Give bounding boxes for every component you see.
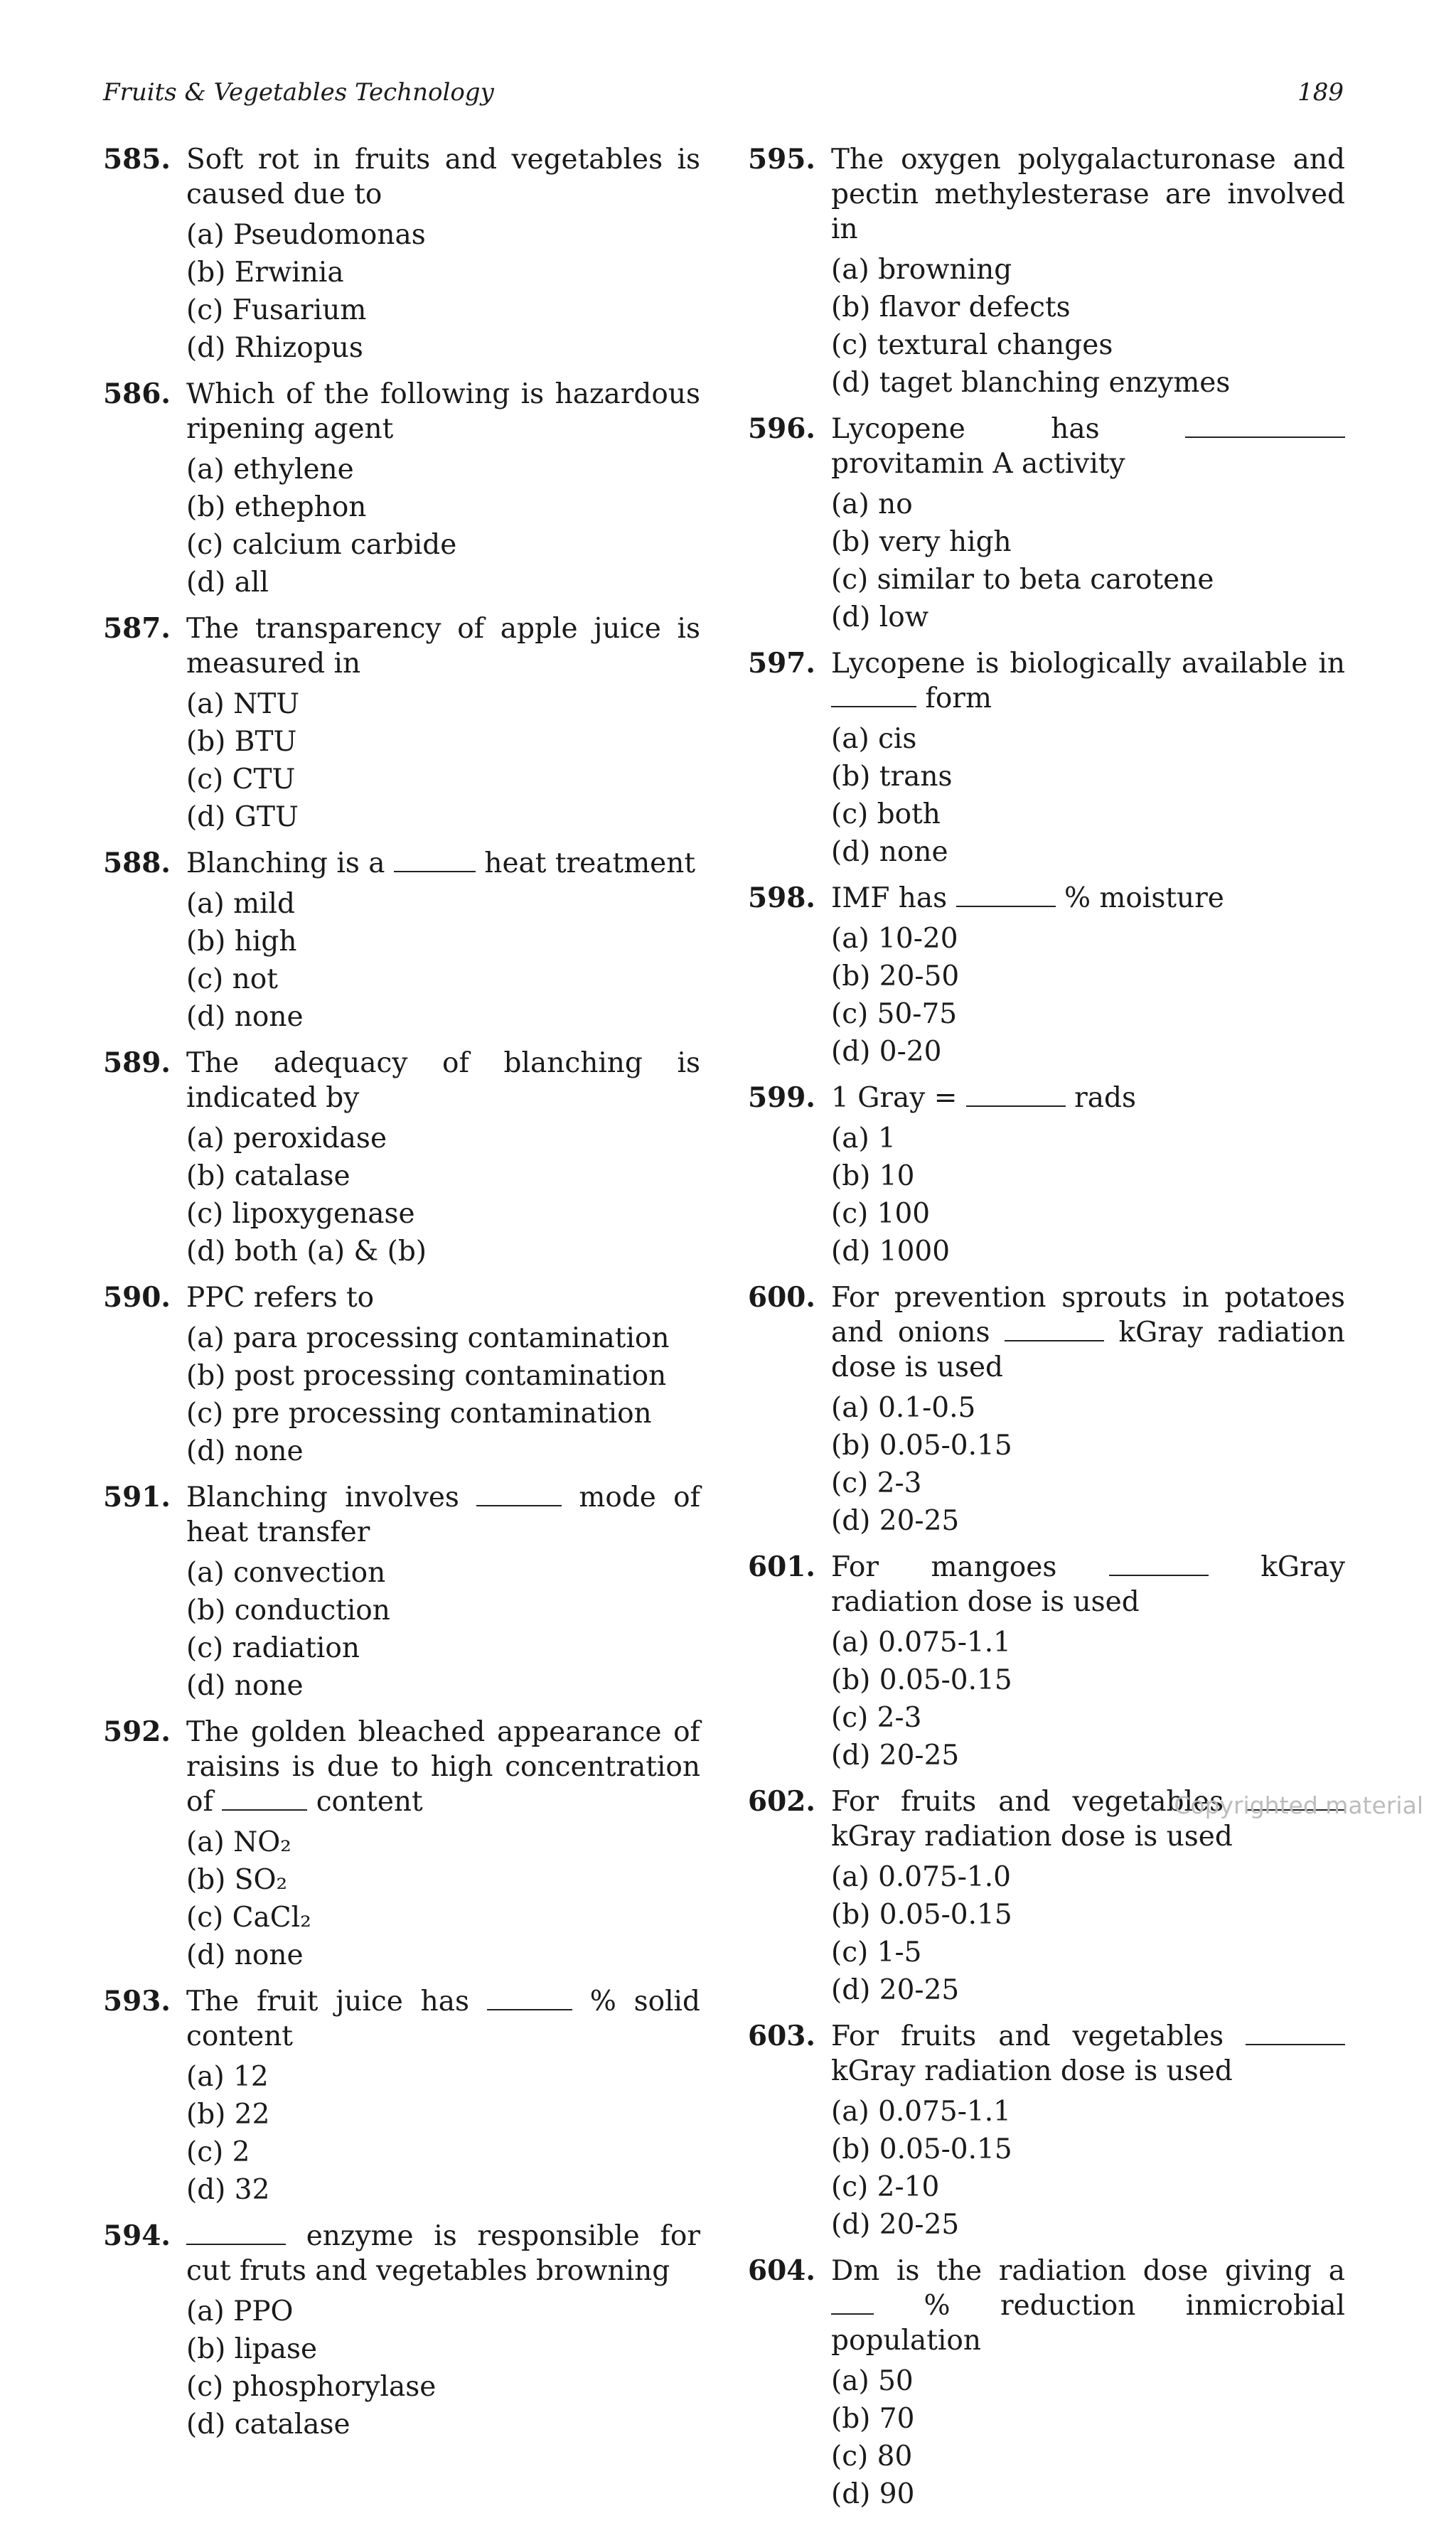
options bbox=[831, 920, 1345, 1071]
option: (a) 0.075-1.0 bbox=[831, 1861, 1011, 1893]
question-text: kGray radiation dose is used bbox=[831, 1317, 1345, 1383]
answer-blank bbox=[1185, 412, 1345, 438]
question-number: 598. bbox=[748, 882, 815, 914]
question-text: The fruit juice has bbox=[186, 1986, 487, 2018]
question bbox=[748, 142, 1345, 402]
option: (d) low bbox=[831, 601, 929, 633]
question-number: 588. bbox=[103, 847, 171, 879]
question-text: For prevention sprouts in potatoes and onions bbox=[831, 1282, 1345, 1349]
options bbox=[831, 720, 1345, 871]
question-stem bbox=[831, 1280, 1345, 1385]
question-text: For mangoes bbox=[831, 1551, 1109, 1583]
options bbox=[831, 251, 1345, 402]
question-text: The oxygen polygalacturonase and pectin methylesterase are involved in bbox=[831, 144, 1345, 245]
option: (c) CTU bbox=[186, 764, 296, 796]
question-number: 594. bbox=[103, 2219, 171, 2252]
option: (b) catalase bbox=[186, 1160, 350, 1192]
option: (a) Pseudomonas bbox=[186, 219, 426, 251]
option: (b) conduction bbox=[186, 1595, 390, 1627]
answer-blank bbox=[186, 2219, 286, 2245]
option: (b) 70 bbox=[831, 2403, 915, 2435]
answer-blank bbox=[1005, 1316, 1104, 1341]
option: (c) lipoxygenase bbox=[186, 1198, 415, 1230]
option: (d) Rhizopus bbox=[186, 332, 363, 364]
question-text: Lycopene has bbox=[831, 413, 1185, 445]
question-text: Soft rot in fruits and vegetables is caused due to bbox=[186, 144, 700, 210]
option: (b) trans bbox=[831, 761, 953, 793]
question-stem bbox=[831, 2019, 1345, 2089]
question bbox=[748, 412, 1345, 636]
question-stem bbox=[831, 1550, 1345, 1619]
question-text: PPC refers to bbox=[186, 1282, 375, 1314]
question bbox=[103, 1984, 700, 2209]
question-text: rads bbox=[1065, 1082, 1137, 1114]
option: (a) 0.075-1.1 bbox=[831, 1627, 1011, 1659]
options bbox=[186, 685, 700, 836]
question-number: 592. bbox=[103, 1715, 171, 1748]
option: (b) ethephon bbox=[186, 491, 367, 523]
question-number: 595. bbox=[748, 143, 815, 176]
option: (a) browning bbox=[831, 254, 1012, 286]
option: (b) Erwinia bbox=[186, 257, 344, 289]
option: (a) para processing contamination bbox=[186, 1322, 670, 1354]
question-text: kGray radiation dose is used bbox=[831, 1821, 1233, 1853]
question bbox=[103, 846, 700, 1036]
option: (d) none bbox=[831, 836, 948, 868]
question-number: 593. bbox=[103, 1985, 171, 2018]
option: (b) very high bbox=[831, 526, 1012, 558]
options bbox=[186, 1554, 700, 1705]
options bbox=[831, 2093, 1345, 2244]
question-text: Lycopene is biologically available in bbox=[831, 648, 1345, 680]
option: (b) lipase bbox=[186, 2333, 318, 2365]
answer-blank bbox=[831, 2289, 874, 2315]
option: (c) textural changes bbox=[831, 329, 1113, 361]
option: (c) 1-5 bbox=[831, 1937, 922, 1968]
option: (a) NTU bbox=[186, 688, 300, 720]
option: (d) catalase bbox=[186, 2409, 350, 2441]
question-text: content bbox=[307, 1786, 423, 1818]
option: (d) none bbox=[186, 1435, 304, 1467]
option: (c) 100 bbox=[831, 1198, 931, 1230]
option: (a) 50 bbox=[831, 2365, 914, 2397]
question-stem bbox=[186, 846, 700, 881]
answer-blank bbox=[222, 1785, 307, 1811]
option: (b) 0.05-0.15 bbox=[831, 1664, 1012, 1696]
question-text: provitamin A activity bbox=[831, 448, 1125, 480]
question-stem bbox=[186, 1046, 700, 1115]
option: (a) PPO bbox=[186, 2296, 294, 2328]
question-stem bbox=[831, 1081, 1345, 1115]
question bbox=[103, 377, 700, 601]
question-stem bbox=[186, 377, 700, 446]
question-stem bbox=[831, 2254, 1345, 2358]
options bbox=[831, 486, 1345, 636]
option: (d) none bbox=[186, 1001, 304, 1033]
answer-blank bbox=[394, 847, 476, 872]
option: (b) 0.05-0.15 bbox=[831, 1430, 1012, 1462]
right-column bbox=[748, 142, 1345, 2523]
option: (a) convection bbox=[186, 1557, 386, 1589]
question-text: Dm is the radiation dose giving a bbox=[831, 2255, 1345, 2287]
question-stem bbox=[831, 881, 1345, 916]
options bbox=[186, 1319, 700, 1470]
option: (c) radiation bbox=[186, 1632, 360, 1664]
question bbox=[748, 646, 1345, 871]
options bbox=[186, 2058, 700, 2209]
question bbox=[748, 1280, 1345, 1540]
question-number: 600. bbox=[748, 1281, 815, 1314]
options bbox=[186, 1120, 700, 1270]
question bbox=[748, 2019, 1345, 2244]
question-text: Blanching involves bbox=[186, 1482, 477, 1514]
option: (c) Fusarium bbox=[186, 294, 367, 326]
option: (d) 20-25 bbox=[831, 1974, 960, 2006]
question-number: 597. bbox=[748, 647, 815, 680]
answer-blank bbox=[476, 1481, 562, 1506]
option: (d) both (a) & (b) bbox=[186, 1236, 427, 1268]
option: (a) cis bbox=[831, 723, 917, 755]
question-number: 587. bbox=[103, 612, 171, 645]
option: (b) BTU bbox=[186, 726, 297, 758]
question-text: 1 Gray = bbox=[831, 1082, 966, 1114]
question bbox=[103, 1280, 700, 1470]
question-text: form bbox=[916, 682, 992, 714]
question-text: The adequacy of blanching is indicated by bbox=[186, 1047, 700, 1114]
option: (a) 0.075-1.1 bbox=[831, 2096, 1011, 2128]
question-stem bbox=[186, 1715, 700, 1819]
option: (c) both bbox=[831, 798, 941, 830]
page-header bbox=[103, 78, 1344, 121]
question bbox=[748, 881, 1345, 1071]
question bbox=[103, 1480, 700, 1705]
option: (d) 20-25 bbox=[831, 1740, 960, 1772]
question bbox=[103, 1715, 700, 1974]
option: (a) NO₂ bbox=[186, 1826, 291, 1858]
answer-blank bbox=[831, 682, 916, 707]
question-text: mode of heat transfer bbox=[186, 1482, 701, 1548]
option: (c) 2 bbox=[186, 2136, 250, 2168]
question-text: % moisture bbox=[1055, 882, 1224, 914]
question-text: kGray radiation dose is used bbox=[831, 1551, 1345, 1618]
question bbox=[103, 142, 700, 367]
question bbox=[748, 1081, 1345, 1270]
option: (b) 20-50 bbox=[831, 960, 960, 992]
options bbox=[831, 1389, 1345, 1540]
option: (a) 12 bbox=[186, 2061, 269, 2093]
option: (b) post processing contamination bbox=[186, 1360, 667, 1392]
option: (a) 1 bbox=[831, 1123, 896, 1155]
option: (d) 90 bbox=[831, 2478, 915, 2510]
question-text: Which of the following is hazardous ripening agent bbox=[186, 378, 700, 445]
question-text: enzyme is responsible for cut fruts and vegetables browning bbox=[186, 2220, 700, 2287]
answer-blank bbox=[487, 1985, 572, 2010]
option: (a) 10-20 bbox=[831, 923, 958, 955]
option: (d) taget blanching enzymes bbox=[831, 367, 1231, 399]
option: (a) mild bbox=[186, 888, 295, 920]
question-number: 591. bbox=[103, 1481, 171, 1514]
answer-blank bbox=[1109, 1550, 1209, 1576]
question-text: For fruits and vegetables bbox=[831, 1786, 1246, 1818]
option: (d) 20-25 bbox=[831, 2209, 960, 2241]
option: (d) 20-25 bbox=[831, 1505, 960, 1537]
question-stem bbox=[186, 1984, 700, 2054]
option: (b) 22 bbox=[186, 2099, 270, 2131]
question-stem bbox=[831, 142, 1345, 247]
question bbox=[103, 611, 700, 836]
question-number: 604. bbox=[748, 2254, 815, 2287]
question bbox=[748, 1550, 1345, 1774]
question-stem bbox=[186, 611, 700, 681]
page-number: 189 bbox=[1297, 78, 1344, 107]
question bbox=[103, 1046, 700, 1270]
question-number: 596. bbox=[748, 412, 815, 445]
question-stem bbox=[186, 142, 700, 212]
option: (c) 80 bbox=[831, 2441, 913, 2473]
question-number: 586. bbox=[103, 377, 171, 410]
question bbox=[103, 2219, 700, 2443]
question bbox=[748, 2254, 1345, 2513]
answer-blank bbox=[956, 882, 1056, 907]
option: (c) 2-10 bbox=[831, 2171, 940, 2203]
options bbox=[831, 1624, 1345, 1774]
left-column bbox=[103, 142, 700, 2453]
question-number: 585. bbox=[103, 143, 171, 176]
option: (a) 0.1-0.5 bbox=[831, 1392, 976, 1424]
question-text: For fruits and vegetables bbox=[831, 2020, 1246, 2052]
question-text: IMF has bbox=[831, 882, 956, 914]
question-number: 603. bbox=[748, 2020, 815, 2052]
question-number: 589. bbox=[103, 1046, 171, 1079]
question-stem bbox=[831, 646, 1345, 716]
question-number: 599. bbox=[748, 1081, 815, 1114]
options bbox=[831, 1120, 1345, 1270]
option: (d) 1000 bbox=[831, 1236, 951, 1268]
option: (b) high bbox=[186, 926, 297, 958]
option: (d) 0-20 bbox=[831, 1036, 942, 1068]
options bbox=[186, 216, 700, 367]
question-stem bbox=[831, 412, 1345, 481]
options bbox=[186, 451, 700, 601]
option: (d) 32 bbox=[186, 2174, 270, 2206]
option: (a) no bbox=[831, 488, 913, 520]
option: (b) 0.05-0.15 bbox=[831, 2133, 1012, 2165]
question-stem bbox=[186, 2219, 700, 2288]
options bbox=[186, 2293, 700, 2443]
options bbox=[186, 1823, 700, 1974]
question-text: The golden bleached appearance of raisins is due to high concentration of bbox=[186, 1716, 700, 1818]
option: (b) 10 bbox=[831, 1160, 915, 1192]
option: (a) ethylene bbox=[186, 454, 354, 486]
question-text: heat treatment bbox=[475, 847, 696, 879]
question-number: 590. bbox=[103, 1281, 171, 1314]
option: (a) peroxidase bbox=[186, 1123, 387, 1155]
option: (c) not bbox=[186, 963, 278, 995]
option: (b) SO₂ bbox=[186, 1864, 288, 1896]
answer-blank bbox=[1246, 2020, 1345, 2045]
question-text: % solid content bbox=[186, 1986, 700, 2052]
options bbox=[186, 885, 700, 1036]
question-text: The transparency of apple juice is measured in bbox=[186, 613, 700, 680]
question-stem bbox=[186, 1280, 700, 1315]
option: (c) phosphorylase bbox=[186, 2371, 437, 2403]
question-text: % reduction inmicrobial population bbox=[831, 2290, 1345, 2357]
answer-blank bbox=[966, 1081, 1066, 1107]
option: (c) calcium carbide bbox=[186, 529, 457, 561]
option: (c) CaCl₂ bbox=[186, 1902, 311, 1934]
option: (c) 2-3 bbox=[831, 1467, 922, 1499]
option: (c) similar to beta carotene bbox=[831, 564, 1214, 596]
option: (d) none bbox=[186, 1670, 304, 1702]
option: (b) 0.05-0.15 bbox=[831, 1899, 1012, 1931]
question-stem bbox=[186, 1480, 700, 1550]
option: (d) none bbox=[186, 1939, 304, 1971]
copyright-watermark: Copyrighted material bbox=[1174, 1791, 1423, 1819]
option: (b) flavor defects bbox=[831, 291, 1071, 323]
option: (c) 2-3 bbox=[831, 1702, 922, 1734]
option: (c) pre processing contamination bbox=[186, 1398, 652, 1430]
question-text: kGray radiation dose is used bbox=[831, 2055, 1233, 2087]
options bbox=[831, 2362, 1345, 2513]
option: (d) GTU bbox=[186, 801, 299, 833]
option: (c) 50-75 bbox=[831, 998, 958, 1030]
book-title: Fruits & Vegetables Technology bbox=[103, 78, 494, 107]
question-number: 602. bbox=[748, 1785, 815, 1818]
question-number: 601. bbox=[748, 1550, 815, 1583]
question-text: Blanching is a bbox=[186, 847, 394, 879]
option: (d) all bbox=[186, 567, 269, 599]
options bbox=[831, 1858, 1345, 2009]
